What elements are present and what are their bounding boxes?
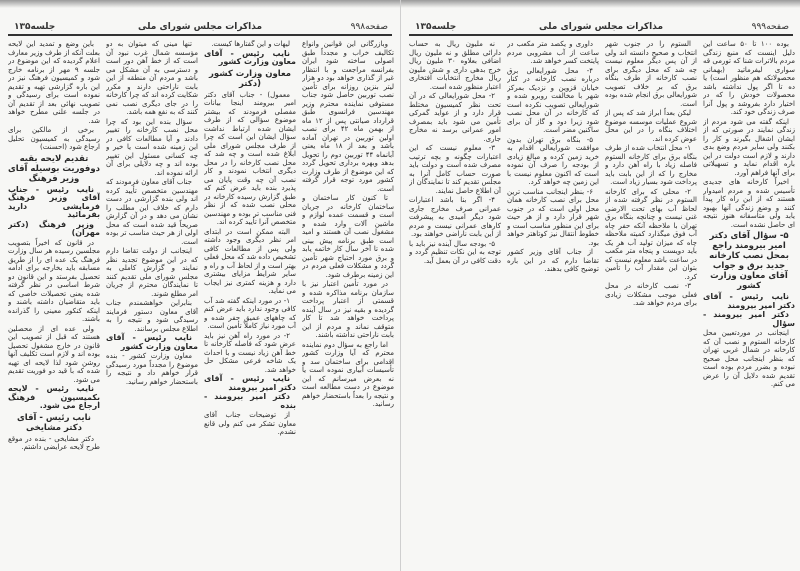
text-column [204,40,296,567]
paragraph: بنابراین خواهشمندم جناب آقای معاون دستور فرمایند رسیدگی شود و نتیجه را به اطلاع مجلس برسانند. [106,299,198,333]
speaker-line: نایب رئیس - جناب آقای وزیر فرهنگ فرمایشی دارید بفرمائید [8,184,100,219]
page-header [8,22,392,36]
paragraph: اخیراً کارخانه های جدیدی تأسیس شده و مردم امیدوار هستند که از این راه کار پیدا کنند و وضع زندگی آنها بهبود یابد ولی متأسفانه هنوز نتیجه ای حاصل نشده است. [703,178,795,229]
speaker-line: نایب رئیس - آقای دکتر امیر بیرومند [703,292,795,310]
paragraph: ۱- محل انتخاب شده از طرف بنگاه برق برای کارخانه الستوم فاصله زیاد با راه آهن دارد و مخارج را که از این بابت باید پرداخت شود بسیار زیاد است. [605,144,697,186]
paragraph: اینجانب از دولت تقاضا دارم که در این موضوع تجدید نظر نمایند و گزارش کاملی به مجلس شورای ملی تقدیم کنند تا نمایندگان محترم از جریان امر مطلع شوند. [106,247,198,298]
page-number: صفحه۹۹۹ [751,22,789,32]
section-heading: معاون وزارت کشور (دکتر [208,68,292,89]
section-heading: ۵- سؤال آقای دکتر امیر بیرومند راجع بمحل نصب کارخانه جدید برق و جواب آقای معاون وزارت کشور [709,231,789,291]
paragraph: از جناب آقای وزیر کشور تقاضا دارم که در این باره توضیح کافی بدهند. [507,248,599,273]
scan-shadow [401,0,800,8]
speaker-line: نایب رئیس - آقای معاون وزارت کشور [106,333,198,351]
text-columns [409,40,795,567]
paragraph: اینجانب در موردتعیین محل کارخانه الستوم و نصب آن که کارخانه در شمال غربی تهران که بنظر اینجانب محل صحیح نبوده و بضرر مردم بوده است تقدیم شده دلایل آن را عرض می کنم. [703,329,795,388]
scan-shadow [0,0,400,8]
right-page [400,0,800,571]
paragraph: لیهات و این گفتارها کیست. [211,40,290,48]
paragraph: تا کنون کار ساختمان و ساختمان کارخانه در جریان است و قسمت عمده لوازم و ماشین آلات وارد شده و مشغول نصب آن هستند و امید است طبق برنامه پیش بینی شده تا آخر سال کار خاتمه یابد و برق مورد احتیاج شهر تأمین گردد و مشکلات فعلی مردم در این زمینه برطرف شود. [302,194,394,279]
speaker-line: دکتر امیر بیرومند - بنده [204,392,296,410]
paragraph: از توضیحات جناب آقای معاون تشکر می کنم ولی قانع نشدم. [204,411,296,436]
section-heading: نایب رئیس - آقای دکتر مشایخی [16,412,91,433]
paragraph: ۳- نصب کارخانه در محل فعلی موجب مشکلات زیادی برای مردم خواهد شد. [605,282,697,307]
paragraph: ۲- در مورد راه آهن نیز باید عرض شود که فاصله کارخانه تا خط آهن زیاد نیست و با احداث یک شاخه فرعی مشکل حل خواهد شد. [204,331,296,374]
paragraph: تنها مینی که میتوان به دو مؤسسه شمال غرب نبود آن است که از خط آهن دور است و دسترسی به آن مشکل می باشد و مردم آن منطقه از این بابت ناراحتی دارند و مکرر شکایت کرده اند که چرا کارخانه را در جای دیگری نصب نمی کنند که به نفع همه باشد. [106,40,198,116]
page-number: صفحه۹۹۸ [350,22,388,32]
header-rule [409,34,793,36]
text-column [302,40,394,567]
paragraph: اینکه گفته می شود مردم از زندگی نمایند در صورتی که از ایشان اشغال بگیرند و کار را بکنند ولی سایر مردم وضع بدی دارند و لازم است دولت در این باره اقدام نماید و تسهیلاتی برای آنها فراهم آورد. [703,117,795,177]
paragraph: البته ممکن است در ابتدای امر نظر دیگری وجود داشته ولی پس از مطالعات کافی تشخیص داده شد که محل فعلی بهتر است و از لحاظ آب و راه و سایر شرایط مزایای بیشتری دارد و هزینه کمتری نیز ایجاب می نماید. [204,227,296,295]
paragraph: ۵- بنگاه برق تهران بدون موافقت شورایعالی اقدام به خرید زمین کرده و مبالغ زیادی از بودجه را صرف آن نموده است که اکنون معلوم نیست با این زمین چه خواهد کرد. [507,135,599,186]
speaker-line: وزیر فرهنگ (دکتر مهران) [8,219,100,237]
paragraph: دکتر مشایخی - بنده در موقع طرح لایحه عرایضی داشتم. [8,434,100,451]
session-number: جلسه۱۳۵ [415,22,457,32]
paragraph: معمول) - جناب آقای دکتر امیر بیرومند اینجا بیانات مفصلی فرمودند که بیشتر موضوع سؤالی که از طرف ایشان شده ارتباط نداشت سؤال ایشان این است که چرا از طرف مجلس شورای ملی ابلاغ شده است و چه شد که محل نصب کارخانه را در محل دیگری انتخاب نمودند و کار نصب آن چه وقت پایان می پذیرد بنده باید عرض کنم که طبق گزارش رسیده کارخانه در محلی نصب شده که از نظر فنی مناسب تر بوده و مهندسین متخصص آنرا تأیید کرده اند. [204,90,296,226]
text-column [8,40,100,567]
paragraph: در قانون که اخیراً بتصویب مجلسین رسیده هر سال وزارت فرهنگ یک عده ای را از طریق مسابقه باید بخارجه برای ادامه تحصیل بفرستد و این قانون دو شرط اساسی در نظر گرفته شده یعنی تحصیلات خاصی که باید متقاضیان داشته باشند و اینکه کنکور معینی را گذرانده باشند. [8,238,100,323]
paragraph: ۲- محلی که برای کارخانه الستوم در نظر گرفته شده از لحاظ آب بهای تحت الارضی غنی نیست و چنانچه بنگاه برق تهران با ملاحظه آنکه حفر چاه آب فوق میگذارد کمیته ملاحظه چاه که میزان تولید آب هر یک باید دویست و پنجاه متر مکعب در ساعت باشد معلوم نیست که بتوان این مقدار آب را تأمین کرد. [605,187,697,281]
speaker-line: نایب رئیس - لایحه بکمیسیون فرهنگ ارجاع می شود. [8,384,100,410]
text-column [409,40,501,567]
paragraph: سؤال بنده این بود که چرا محل نصب کارخانه را تغییر دادند و آیا مطالعات کافی در این زمینه شده است یا خیر و چه کسانی مسئول این تغییر بوده اند و چه دلایلی برای آن ارائه نموده اند. [106,117,198,177]
page-header [409,22,793,36]
paragraph: داوری و یکصد متر مکعب در ساعت از آب مشروبی مردم پایتخت کسر خواهد شد. [507,40,599,65]
paragraph: وبازرگانی این قوانین وانواع تکالیف خراب و مجدداً طبق اصولی ساخته شود ایران بفرانسه مراجعت و با انتظار غیر از گذاری خواهد بود دو هزار لیتر بنزین روزانه برای تأمین نصب توربین حاصل شود جناب مستوفی نماینده محترم وزیر مهندسین فرانسوی طبق قرارداد صیانتی پس از ۱۲ ماه از بهمن ماه ۴۲ برای نصب اولین توربین در تهران آماده باشد و بعد از ۱۸ ماه یعنی آبانماه ۴۴ توربین دوم را تحویل بدهد وبهره برداری تحویل گردد که این موضوع از طرف وزارت کشور مورد توجه قرار گرفته است. [302,40,394,193]
paragraph: ۱- در مورد اینکه گفته شد آب کافی وجود ندارد باید عرض کنم که چاههای عمیق حفر شده و آب مورد نیاز کاملاً تأمین است. [204,296,296,330]
session-number: جلسه۱۳۵ [14,22,56,32]
speaker-line: نایب رئیس - آقای معاون وزارت کشور [204,48,296,66]
paragraph: ۴- اگر بنا باشد اعتبارات عمرانی صرف مخارج جاری شود دیگر امیدی به پیشرفت کارهای عمرانی نیست و مردم از این بابت ناراضی خواهند بود. [409,196,501,238]
paragraph: ولی عده ای از محصلین هستند که قبل از تصویب این قانون در خارج مشغول تحصیل بوده اند و لازم است تکلیف آنها روشن شود لذا لایحه ای تهیه شده که با قید دو فوریت تقدیم می شود. [8,324,100,384]
running-title: مذاکرات مجلس شورای ملی [538,22,664,32]
paragraph: بوده ۱۰۰ تا ۵۰ ساعت این دلیل اینست که منبع زندگی مردم بالاترات شنا که تورمی قه سواری لیفرماتید (بهمانی محصولاتکه هم منظور است) یا ده تا اگر پول نداشته باشد محصولات خودش را که در اختیار دارد بفروشد و پول آنرا صرف زندگی خود کند. [703,40,795,116]
text-column [507,40,599,567]
text-column [605,40,697,567]
paragraph: ۳- معلوم نیست که این اعتبارات چگونه و بچه ترتیب مصرف شده است و دولت باید صورت حساب کامل آنرا به مجلس تقدیم کند تا نمایندگان از آن اطلاع حاصل نمایند. [409,144,501,195]
text-column [703,40,795,567]
text-columns [8,40,394,567]
paragraph: ۴- محل شورایعالی برق درباره نصب کارخانه در کنار خیابان قزوین و نزدیک بمرکز شهر با مخالفت روبرو شده و شورایعالی تصویب نکرده است که کارخانه در آن محل نصب شود زیرا دود و گاز آن برای ساکنین مضر است. [507,66,599,134]
header-rule [8,34,392,36]
text-column [106,40,198,567]
paragraph: معاون وزارت کشور - بنده موضوع را مجدداً مورد رسیدگی قرار خواهم داد و نتیجه را باستحضار خواهم رسانید. [106,352,198,386]
paragraph: ۶- بنظر اینجانب مناسب ترین محل برای نصب کارخانه همان محل اولی است که در جنوب شهر قرار دارد و از هر حیث برای این منظور مناسب است و خطوط انتقال نیز کوتاهتر خواهد بود. [507,187,599,247]
paragraph: لیکن بعداً ابراز شد که پس از شروع عملیات موسسه موضوع اختلاف بنگاه را در این محل عوض کرده اند. [605,109,697,143]
paragraph: اما راجع به سؤال دوم نماینده محترم که آیا وزارت کشور اقدامی برای ساختمان سد و تأسیسات آبیاری نموده است یا نه بعرض میرسانم که این موضوع در دست مطالعه است و نتیجه را بعداً باستحضار خواهم رسانید. [302,340,394,408]
running-title: مذاکرات مجلس شورای ملی [137,22,263,32]
paragraph: ۵- بودجه سال آینده نیز باید با توجه به این نکات تنظیم گردد و دقت کافی در آن بعمل آید. [409,239,501,265]
speaker-line: دکتر امیر بیرومند - سؤال [703,310,795,328]
paragraph: الستوم را در جنوب شهر انتخاب و صحیح دانسته اند ولی از آن پس دیگر معلوم نیست چه شد که محل دیگری برای نصب کارخانه از طرف بنگاه برق که بر خلاف تصویب شورایعالی برق انجام شده بوده است. [605,40,697,108]
paragraph: در مورد تأمین اعتبار نیز با سازمان برنامه مذاکره شده و قسمتی از اعتبار پرداخت گردیده و بقیه نیز در سال آینده پرداخت خواهد شد تا کار متوقف نماند و مردم از این بابت ناراحتی نداشته باشند. [302,280,394,339]
section-heading: تقدیم لایحه بقیه دوفوریت بوسیله آقای وزیر فرهنگ [8,153,100,184]
paragraph: نه ملیون ریال به حساب دارائی مطلق و نه ملیون ریال اضافی بعلاوه ۳۰ ملیون ریال خرج بدهی داری و شش ملیون ریال مخارج انتخابات افتخاری اعتبار منظور شده است. [409,40,501,91]
paragraph: باین وضع و تمدید این لایحه بعلت آنکه از طرف وزیر معارف اعلام گردیده که این موضوع در جلسه ۹ مهر از برنامه خارج شود و کمیسیون فرهنگ نیز در این باره گزارشی تهیه و تقدیم نموده است برای رسیدگی و تصویب نهائی بعد از تقدیم آن در جلسه علنی مطرح خواهد شد. [8,40,100,125]
paragraph: برخی از مالکین برای رسیدگی به کمیسیون تحلیل ارجاع شود (احسنت) [8,126,100,151]
paragraph: جناب آقای معاون فرمودند که مهندسین متخصص تأیید کرده اند ولی بنده گزارشی در دست دارم که خلاف این مطلب را نشان می دهد و در آن گزارش صریحاً قید شده است که محل اولی از هر حیث مناسب تر بوده است. [106,178,198,246]
paragraph: ۲- محل شورایعالی که در آن تحت نظر کمیسیون مختلط قرار دارد و از عواید گمرکی تأمین می شود باید بمصرف امور عمرانی برسد نه مخارج جاری. [409,92,501,143]
speaker-line: نایب رئیس - آقای دکتر امیر بیرومند [204,374,296,392]
